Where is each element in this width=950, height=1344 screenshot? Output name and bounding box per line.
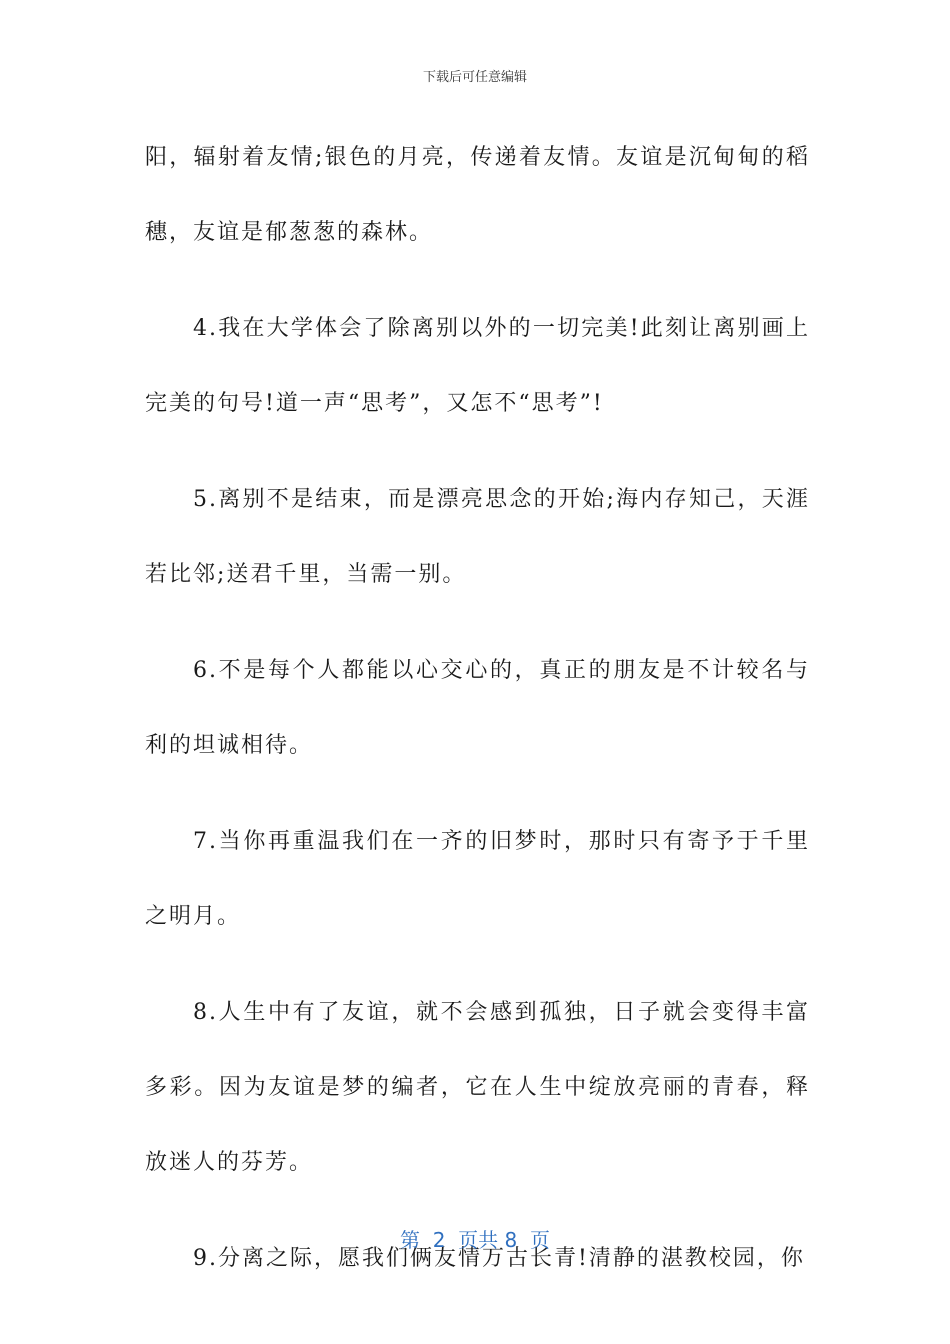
paragraph-item-7: 7.当你再重温我们在一齐的旧梦时，那时只有寄予于千里之明月。 [145,829,810,929]
paragraph-continuation: 阳，辐射着友情;银色的月亮，传递着友情。友谊是沉甸甸的稻穗，友谊是郁葱葱的森林。 [145,145,810,245]
paragraph-item-9: 9.分离之际，愿我们俩友情万古长青!清静的湛教校园，你 [193,1246,805,1271]
page-header-note: 下载后可任意编辑 [422,70,527,85]
page-number-footer: 第 2 页共 8 页 [400,1228,550,1252]
paragraph-item-5: 5.离别不是结束，而是漂亮思念的开始;海内存知己，天涯若比邻;送君千里，当需一别。 [145,487,810,587]
paragraph-item-4: 4.我在大学体会了除离别以外的一切完美!此刻让离别画上完美的句号!道一声“思考”，又怎不“思考”! [145,316,810,416]
paragraph-item-8: 8.人生中有了友谊，就不会感到孤独，日子就会变得丰富多彩。因为友谊是梦的编者，它在人生中绽放亮丽的青春，释放迷人的芬芳。 [145,1000,810,1175]
document-body [145,120,810,1317]
paragraph-item-6: 6.不是每个人都能以心交心的，真正的朋友是不计较名与利的坦诚相待。 [145,658,810,758]
